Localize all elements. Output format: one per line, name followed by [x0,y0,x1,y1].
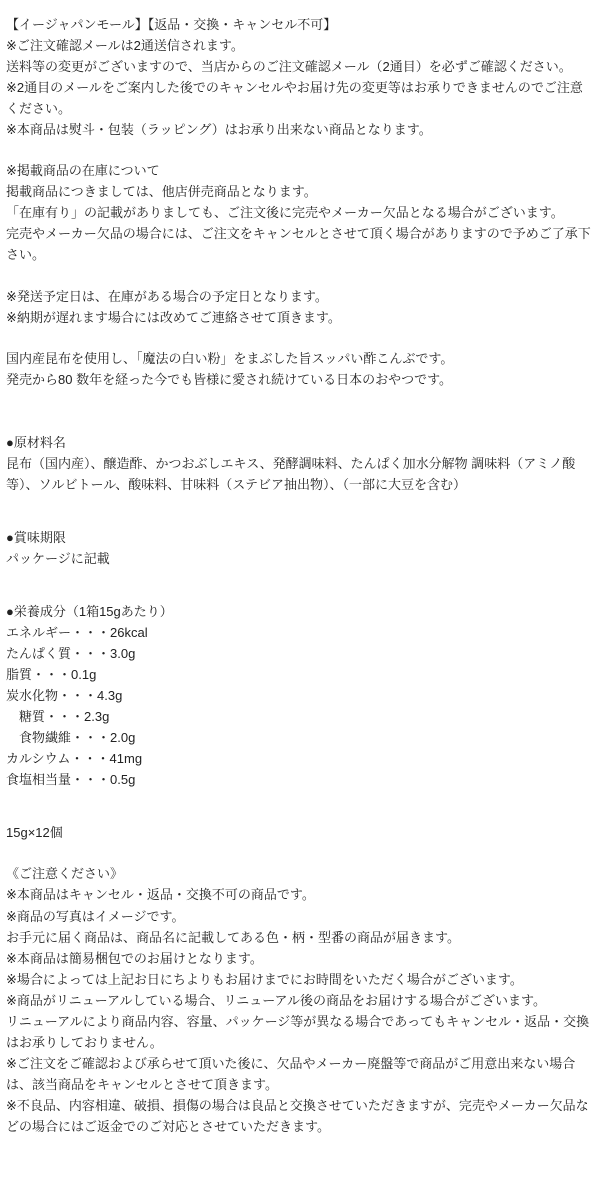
notice-line: 【イージャパンモール】【返品・交換・キャンセル不可】 [6,17,337,32]
section-nutrition [6,601,592,790]
caution-line: ※商品の写真はイメージです。 [6,908,185,924]
caution-line: ※不良品、内容相違、破損、損傷の場合は良品と交換させていただきますが、完売やメーカー欠品などの場合にはご返金でのご対応とさせていただきます。 [6,1097,589,1134]
notice-line: ※本商品は熨斗・包装（ラッピング）はお承り出来ない商品となります。 [6,122,432,138]
stock-line: 完売やメーカー欠品の場合には、ご注文をキャンセルとさせて頂く場合がありますので予めご了承下さい。 [6,226,591,263]
notice-line: ※2通目のメールをご案内した後でのキャンセルやお届け先の変更等はお承りできませんのでご注意ください。 [6,80,583,117]
stock-line: ※掲載商品の在庫について [6,163,160,179]
nutrition-line: 炭水化物・・・4.3g [6,688,123,704]
caution-line: ※本商品は簡易梱包でのお届けとなります。 [6,950,263,966]
section-caution [6,863,592,1137]
section-product-description [6,348,592,390]
best-before-body: パッケージに記載 [6,550,110,566]
caution-line: ※場合によっては上記お日にちよりもお届けまでにお時間をいただく場合がございます。 [6,971,523,987]
nutrition-heading: ●栄養成分（1箱15gあたり） [6,603,173,619]
section-quantity [6,822,592,843]
spacer [6,266,592,286]
nutrition-line: たんぱく質・・・3.0g [6,646,136,662]
stock-line: 掲載商品につきましては、他店併売商品となります。 [6,184,317,200]
spacer [6,569,592,601]
spacer [6,390,592,432]
caution-line: リニューアルにより商品内容、容量、パッケージ等が異なる場合であってもキャンセル・返品・交換はお承りしておりません。 [6,1013,590,1050]
section-ingredients [6,432,592,495]
caution-line: ※ご注文をご確認および承らせて頂いた後に、欠品やメーカー廃盤等で商品がご用意出来ない場合は、該当商品をキャンセルとさせて頂きます。 [6,1055,576,1092]
nutrition-line: エネルギー・・・26kcal [6,624,148,640]
nutrition-line: カルシウム・・・41mg [6,751,143,767]
best-before-heading: ●賞味期限 [6,529,66,545]
shipping-line: ※発送予定日は、在庫がある場合の予定日となります。 [6,288,328,304]
spacer [6,790,592,822]
section-best-before [6,527,592,569]
stock-line: 「在庫有り」の記載がありましても、ご注文後に完売やメーカー欠品となる場合がございます。 [6,205,564,221]
spacer [6,328,592,348]
caution-heading: 《ご注意ください》 [6,866,124,882]
caution-line: ※本商品はキャンセル・返品・交換不可の商品です。 [6,887,315,903]
ingredients-heading: ●原材料名 [6,434,66,450]
section-mall-notice [6,14,592,140]
description-line: 発売から80 数年を経った今でも皆様に愛され続けている日本のおやつです。 [6,371,453,387]
section-shipping-notice [6,286,592,328]
shipping-line: ※納期が遅れます場合には改めてご連絡させて頂きます。 [6,309,341,325]
nutrition-line: 食物繊維・・・2.0g [6,730,136,746]
section-stock-notice [6,160,592,265]
notice-line: 送料等の変更がございますので、当店からのご注文確認メール（2通目）を必ずご確認ください。 [6,59,572,75]
nutrition-line: 糖質・・・2.3g [6,709,110,725]
spacer [6,140,592,160]
ingredients-body: 昆布（国内産）、醸造酢、かつおぶしエキス、発酵調味料、たんぱく加水分解物 調味料（アミノ酸等）、ソルビトール、酸味料、甘味料（ステビア抽出物）、（一部に大豆を含む） [6,455,576,492]
nutrition-line: 脂質・・・0.1g [6,667,97,683]
description-line: 国内産昆布を使用し、「魔法の白い粉」をまぶした旨スッパい酢こんぶです。 [6,350,454,366]
caution-line: ※商品がリニューアルしている場合、リニューアル後の商品をお届けする場合がございます。 [6,992,546,1008]
spacer [6,495,592,527]
nutrition-line: 食塩相当量・・・0.5g [6,772,136,788]
caution-line: お手元に届く商品は、商品名に記載してある色・柄・型番の商品が届きます。 [6,929,460,945]
spacer [6,843,592,863]
notice-line: ※ご注文確認メールは2通送信されます。 [6,38,244,54]
quantity-line: 15g×12個 [6,825,63,841]
